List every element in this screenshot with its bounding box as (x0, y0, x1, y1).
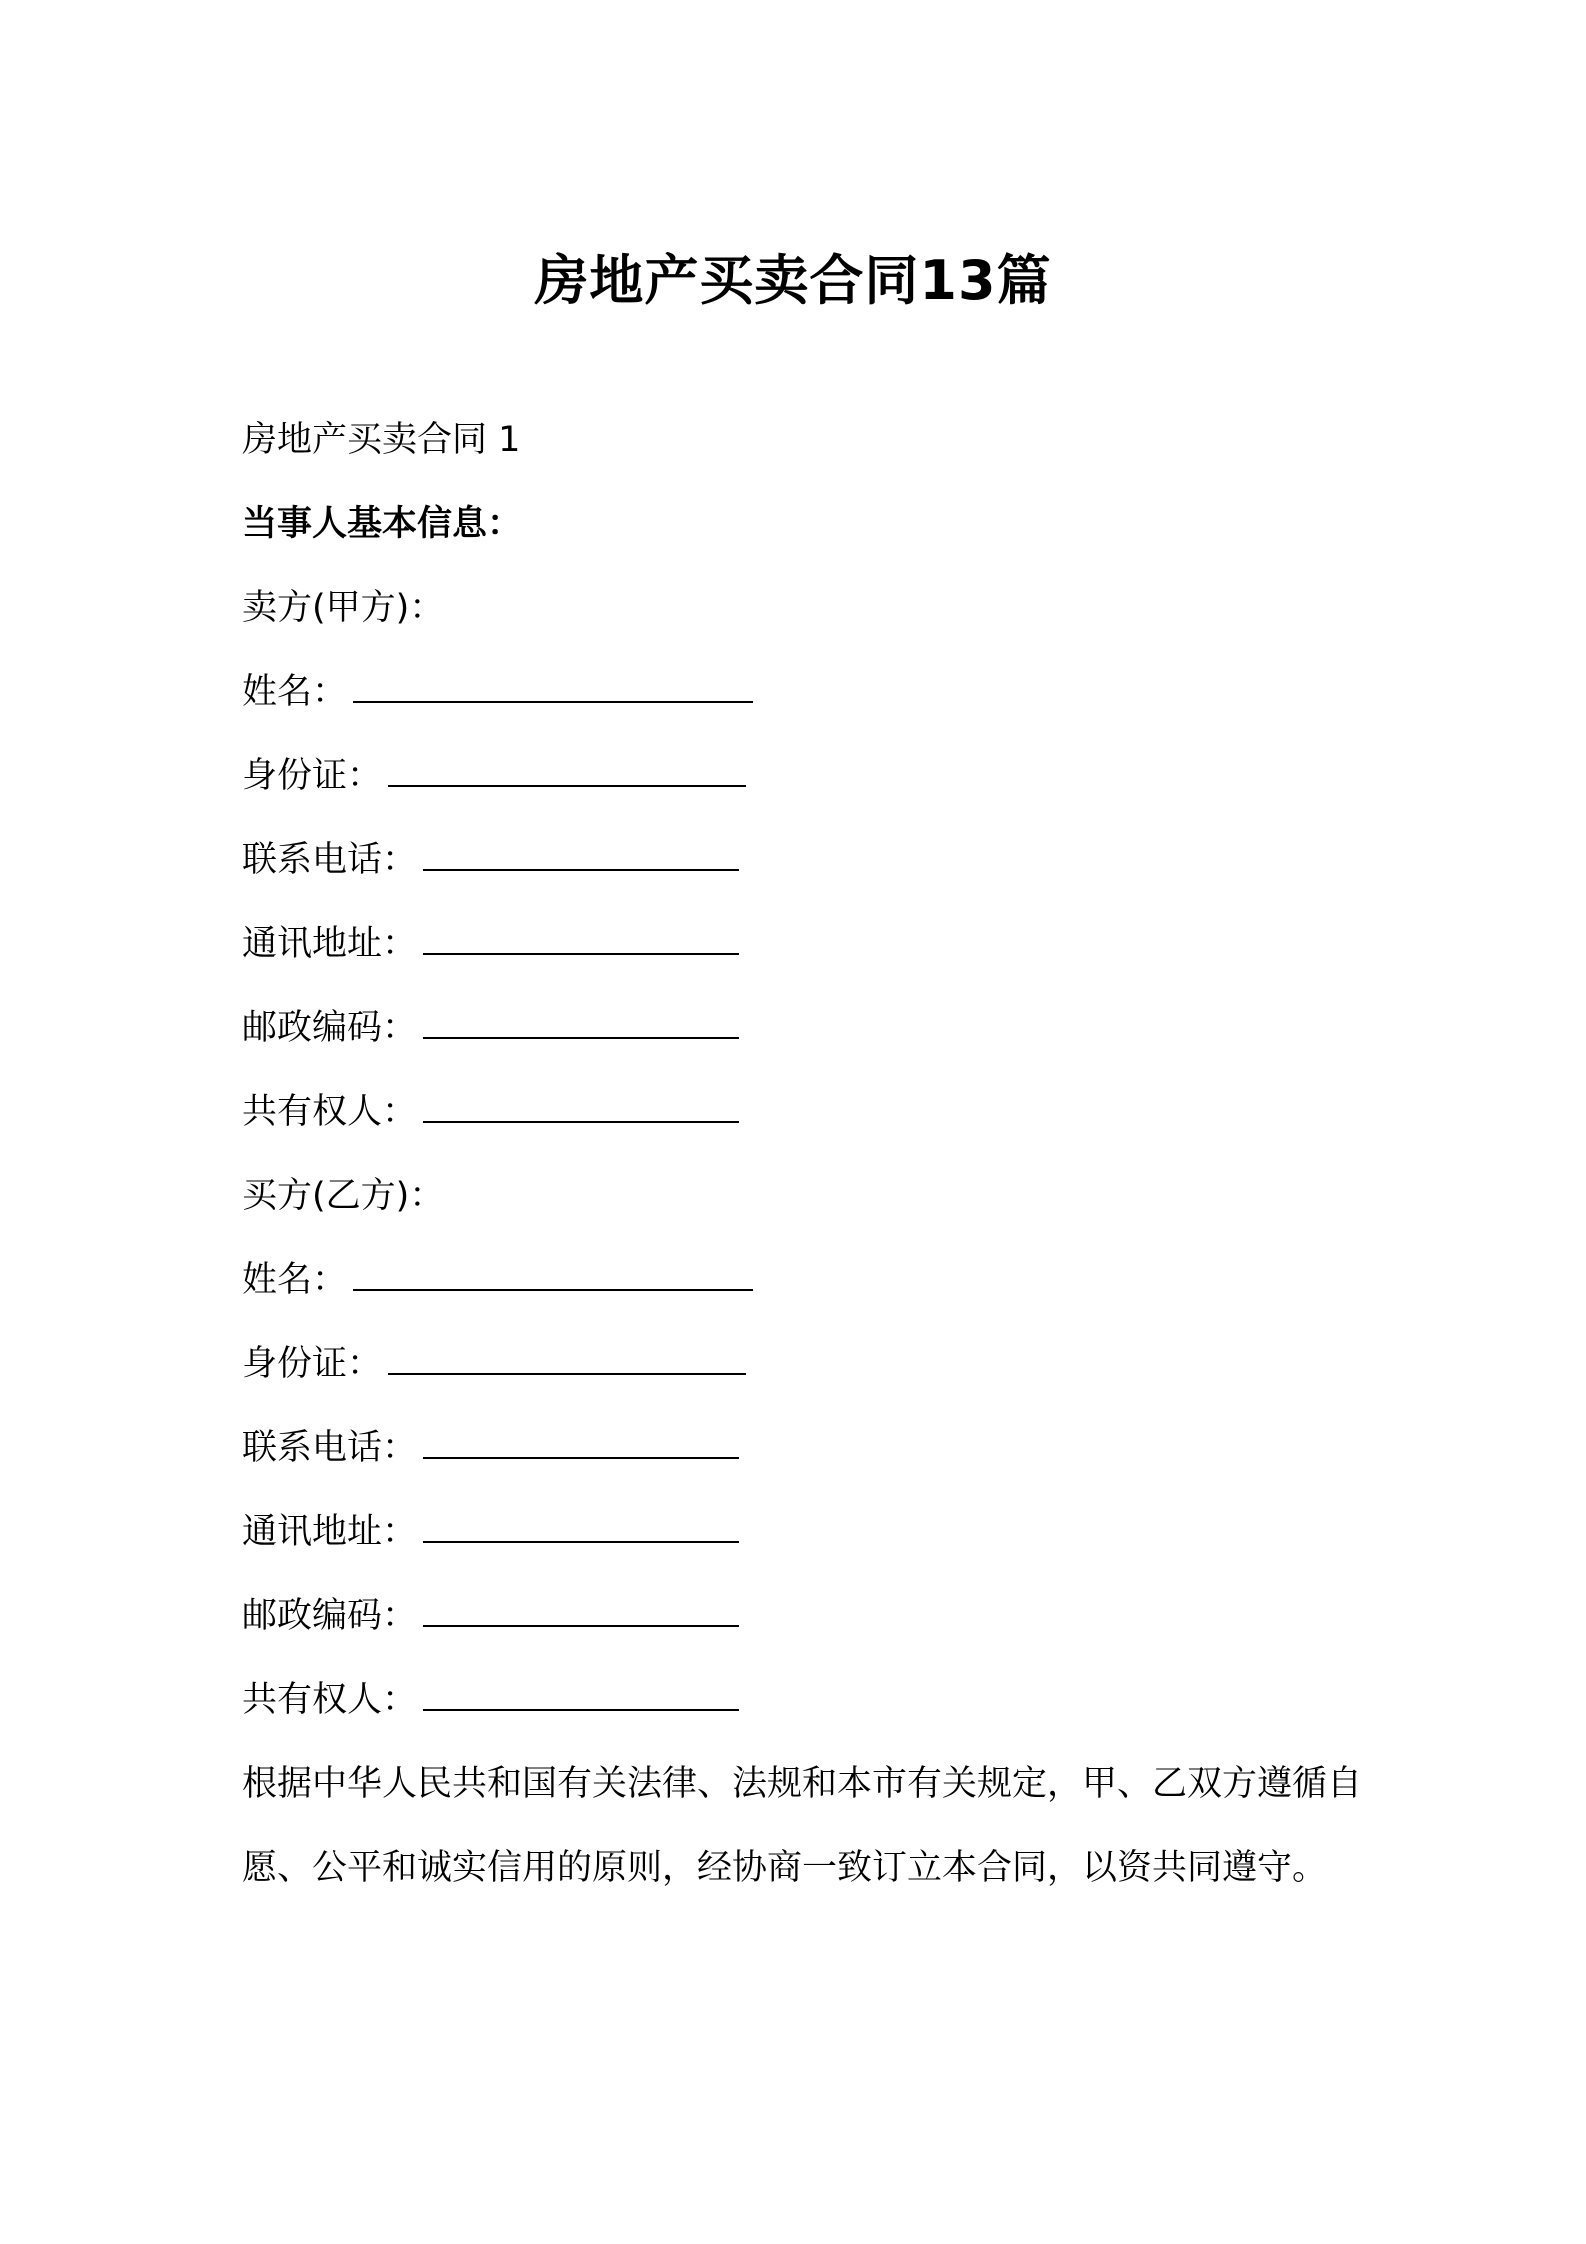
buyer-id-label: 身份证： (242, 1344, 383, 1384)
buyer-phone-blank (423, 1457, 739, 1459)
buyer-name-label: 姓名： (242, 1260, 348, 1300)
buyer-name-row (242, 1238, 1362, 1322)
buyer-postcode-row (242, 1574, 1362, 1658)
seller-phone-blank (423, 869, 739, 871)
seller-name-label: 姓名： (242, 672, 348, 712)
section-heading: 当事人基本信息： (242, 504, 523, 544)
document-body (242, 398, 1362, 1910)
buyer-id-blank (388, 1373, 746, 1375)
seller-address-label: 通讯地址： (242, 924, 418, 964)
seller-postcode-label: 邮政编码： (242, 1008, 418, 1048)
seller-heading: 卖方(甲方)： (242, 588, 445, 628)
seller-id-blank (388, 785, 746, 787)
seller-phone-row (242, 818, 1362, 902)
seller-id-row (242, 734, 1362, 818)
seller-co-owner-blank (423, 1121, 739, 1123)
buyer-heading: 买方(乙方)： (242, 1176, 445, 1216)
seller-name-row (242, 650, 1362, 734)
buyer-address-label: 通讯地址： (242, 1512, 418, 1552)
contract-subtitle: 房地产买卖合同 1 (242, 420, 521, 460)
document-title: 房地产买卖合同13篇 (534, 249, 1052, 313)
buyer-postcode-blank (423, 1625, 739, 1627)
buyer-phone-label: 联系电话： (242, 1428, 418, 1468)
buyer-id-row (242, 1322, 1362, 1406)
seller-co-owner-row (242, 1070, 1362, 1154)
buyer-co-owner-row (242, 1658, 1362, 1742)
seller-postcode-blank (423, 1037, 739, 1039)
buyer-co-owner-blank (423, 1709, 739, 1711)
seller-postcode-row (242, 986, 1362, 1070)
seller-address-row (242, 902, 1362, 986)
intro-paragraph: 根据中华人民共和国有关法律、法规和本市有关规定，甲、乙双方遵循自愿、公平和诚实信用的原则，经协商一致订立本合同，以资共同遵守。 (242, 1764, 1363, 1888)
buyer-address-blank (423, 1541, 739, 1543)
seller-id-label: 身份证： (242, 756, 383, 796)
buyer-phone-row (242, 1406, 1362, 1490)
seller-name-blank (353, 701, 753, 703)
buyer-co-owner-label: 共有权人： (242, 1680, 418, 1720)
buyer-name-blank (353, 1289, 753, 1291)
seller-phone-label: 联系电话： (242, 840, 418, 880)
buyer-address-row (242, 1490, 1362, 1574)
seller-co-owner-label: 共有权人： (242, 1092, 418, 1132)
buyer-postcode-label: 邮政编码： (242, 1596, 418, 1636)
seller-address-blank (423, 953, 739, 955)
